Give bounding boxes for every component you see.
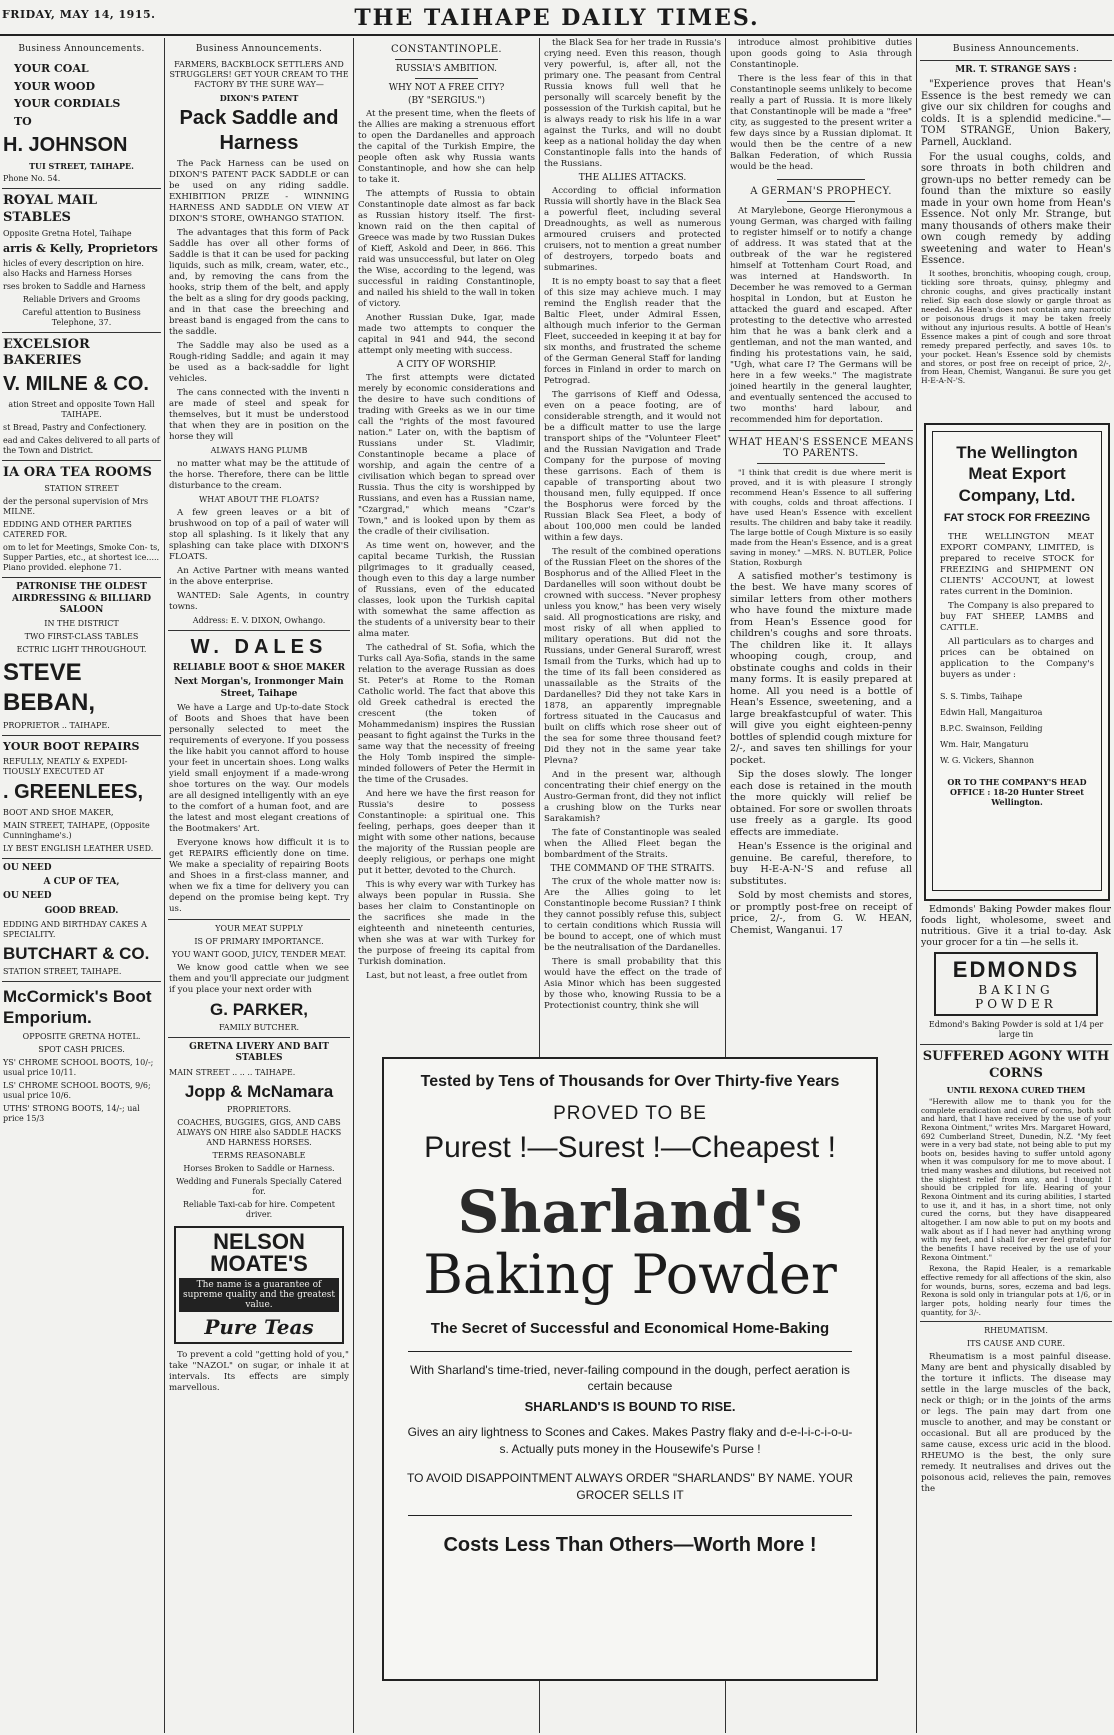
sharland-costs: Costs Less Than Others—Worth More ! bbox=[443, 1534, 817, 1557]
buyer-item: Edwin Hall, Mangaituroa bbox=[940, 707, 1043, 717]
beban-name: STEVE BEBAN, bbox=[3, 659, 96, 717]
article-paragraph: Another Russian Duke, Igar, made made two attempts to conquer the capital in 941 and 944, the second attempt only meeting with success. bbox=[358, 313, 535, 356]
article-paragraph: The garrisons of Kieff and Odessa, even on a peace footing, are of considerable strength, and it would not be a difficult matter to use the large transport ships of the "Volunteer Fleet" and the Russian Navigation and Trade Company for the purpose of moving these garrisons. Each of them is capable of transporting about two thousand men, fully equipped. If once the Bosphorus were forced by the Russian Black Sea Fleet, a body of about 100,000 men could be landed within a few days. bbox=[544, 390, 721, 543]
article-subheading: A CITY OF WORSHIP. bbox=[396, 360, 497, 370]
kia-wedding: EDDING AND OTHER PARTIES CATERED FOR. bbox=[3, 520, 132, 540]
stables-text2: rses broken to Saddle and Harness bbox=[3, 281, 146, 291]
wedding-cakes: EDDING AND BIRTHDAY CAKES A SPECIALITY. bbox=[3, 919, 147, 939]
article-subtitle: RUSSIA'S AMBITION. bbox=[395, 64, 498, 74]
meat-importance: IS OF PRIMARY IMPORTANCE. bbox=[194, 936, 324, 946]
farmers-text: FARMERS, BACKBLOCK SETTLERS AND STRUGGLERS! GET YOUR CREAM TO THE FACTORY BY THE SURE WAY— bbox=[169, 60, 349, 89]
article-paragraph: The result of the combined operations of the Russian Fleet on the shores of the Bosphorus and of the Allied Fleet in the Dardanelles will soon without doubt be crowned with success. "Never prophesy unless you know," has been very wisely said. All prognostications are risky, and most risky of all when applied to military operations. But did not the Russians, under General Suraroff, wrest Ismail from the Turks, which had up to the time of its fall been considered as unassailable as the Straits of the Dardanelles? Did they not take Kars in 1878, an apparently impregnable fortress situated in the Caucasus and built on cliffs which rose sheer out of the sea for some three thousand feet? Did they not in the same year take Plevna? bbox=[544, 547, 721, 766]
mccormick-cash: SPOT CASH PRICES. bbox=[38, 1044, 125, 1054]
stables-drivers: Reliable Drivers and Grooms bbox=[22, 294, 141, 304]
divider bbox=[920, 1321, 1112, 1322]
sharland-tested: Tested by Tens of Thousands for Over Thirty-five Years bbox=[420, 1073, 840, 1090]
dales-paragraph: Everyone knows how difficult it is to get REPAIRS efficiently done on time. We make a speciality of repairing Boots and Shoes in a first-class manner, and when we fix a time for delivery you can depend on the promise being kept. Try us. bbox=[169, 837, 349, 914]
dixon-patent: DIXON'S PATENT bbox=[219, 93, 299, 103]
nelson-moate-ad bbox=[174, 1226, 344, 1344]
divider bbox=[415, 78, 478, 79]
pack-paragraph: A few green leaves or a bit of brushwood on top of a pail of water will stop all splashing. Is it likely that any splashing can take place with DIXON'S FLOATS. bbox=[169, 508, 349, 562]
meat-supply: YOUR MEAT SUPPLY bbox=[215, 923, 303, 933]
rheum-paragraph: Rheumatism is a most painful disease. Many are bent and physically disabled by the torture it inflicts. The disease may settle in the large muscles of the back, neck or thigh; or in the joints of the arms or legs. The pain may dart from one muscle to another, and may be constant or occasional. But all are produced by the same cause, excess uric acid in the blood. RHEUMO is the best, the only sure remedy. It neutralises and drives out the poisonous acid, relieves the pain, removes the bbox=[921, 1352, 1111, 1495]
kia-station: STATION STREET bbox=[44, 484, 119, 494]
article-subheading: THE ALLIES ATTACKS. bbox=[578, 173, 687, 183]
german-heading: A GERMAN'S PROPHECY. bbox=[750, 186, 892, 197]
greenlees-maker: BOOT AND SHOE MAKER, bbox=[3, 807, 114, 817]
butchart-name: BUTCHART & CO. bbox=[3, 943, 150, 963]
dales-subtitle: RELIABLE BOOT & SHOE MAKER bbox=[172, 663, 346, 673]
column-business-second bbox=[166, 38, 352, 1733]
jopp-coaches: COACHES, BUGGIES, GIGS, AND CABS ALWAYS ON HIRE also SADDLE HACKS AND HARNESS HORSES. bbox=[176, 1117, 342, 1147]
chrome-boots-1: YS' CHROME SCHOOL BOOTS, 10/-; usual price 10/11. bbox=[3, 1057, 154, 1077]
edmonds-sold: Edmond's Baking Powder is sold at 1/4 per large tin bbox=[928, 1020, 1104, 1040]
milne-name: V. MILNE & CO. bbox=[3, 373, 149, 396]
tables: TWO FIRST-CLASS TABLES bbox=[24, 632, 139, 642]
strong-boots: UTHS' STRONG BOOTS, 14/-; ual price 15/3 bbox=[3, 1103, 140, 1123]
rheum-heading: RHEUMATISM. bbox=[984, 1326, 1048, 1336]
article-paragraph: And in the present war, although concentrating their chief energy on the Austro-German front, did they not inflict a crushing blow on the Turks near Sarakamish? bbox=[544, 770, 721, 824]
column-rule bbox=[353, 38, 354, 1733]
milne-address: ation Street and opposite Town Hall TAIHAPE. bbox=[8, 400, 155, 420]
section-header: Business Announcements. bbox=[952, 44, 1080, 54]
article-paragraph: The crux of the whole matter now is: Are the Allies going to let Constantinople become Russian? I think they cannot possibly refuse this, subject to certain conditions which Russia will be bound to accept, one of which must be the neutralisation of the Dardanelles. bbox=[544, 877, 721, 953]
article-paragraph: The attempts of Russia to obtain Constantinople date almost as far back as Russian history itself. The first-known raid on the then capital of Greece was made by two Russian Dukes of Kieff, Askold and Deer, in 866. This raid was unsuccessful, but later on Oleg the Wise, according to the legend, was successful in raiding Constantinople, and nailed his shield to the wall in token of victory. bbox=[358, 189, 535, 309]
agony-subheading: UNTIL REXONA CURED THEM bbox=[946, 1084, 1086, 1095]
divider bbox=[168, 919, 350, 920]
head-office: OR TO THE COMPANY'S HEAD OFFICE : 18-20 Hunter Street Wellington. bbox=[947, 776, 1087, 807]
butchart-address: STATION STREET, TAIHAPE. bbox=[3, 967, 122, 977]
divider bbox=[729, 430, 913, 431]
section-header: Business Announcements. bbox=[18, 44, 145, 54]
meat-export-paragraph: All particulars as to charges and prices can be obtained on application to the Company's buyers as under : bbox=[940, 636, 1094, 680]
milne-delivery: ead and Cakes delivered to all parts of the Town and District. bbox=[3, 436, 160, 456]
good-bread: GOOD BREAD. bbox=[44, 905, 119, 916]
meat-export-advertisement bbox=[924, 423, 1110, 901]
agony-paragraph: "Herewith allow me to thank you for the complete eradication and cure of corns, both soft and hard, that I have received by the use of your Rexona Ointment," writes Mrs. Margaret Howard, 692 Cumberland Street, Dunedin, N.Z. "My feet were in a very bad state, not being able to put my boots on, besides having to suffer untold agony when it was compulsory for me to move about. I tried many washes and dilutions, but received not the slightest relief from any, and I thought I should be crippled for life. Hearing of your Rexona Ointment and its curing abilities, I started to use it, and it has, in a short time, not only cured the corns, but they have disappeared altogether. I am now able to put on my boots and walk about as if I had never had anything wrong with my feet, and I shall for ever feel grateful for the benefits I have received by the use of your Rexona Ointment." bbox=[921, 1096, 1111, 1262]
johnson-phone: Phone No. 54. bbox=[3, 174, 61, 184]
pack-paragraph: The cans connected with the inventi n are made of steel and speak for themselves, but it must be understood that when they are in position on the horse they will bbox=[169, 388, 349, 442]
sharland-secret: The Secret of Successful and Economical Home-Baking bbox=[430, 1319, 830, 1337]
stables-text: hicles of every description on hire. also Hacks and Harness Horses bbox=[3, 258, 144, 278]
buyer-item: Wm. Hair, Mangaturu bbox=[940, 739, 1029, 749]
sharland-name: Sharland's bbox=[457, 1178, 803, 1246]
article-paragraph: At the present time, when the fleets of the Allies are making a strenuous effort to open the Dardanelles and approach the capital of the Turkish Empire, the people often ask why Russia wants Constantinople, and how she can help to take it. bbox=[358, 109, 535, 185]
heans-quote: "I think that credit is due where merit is proved, and it is with pleasure I strongly recommend Hean's Essence to all suffering with coughs, colds and throat affections. I have used Hean's Essence with excellent results. The children and baby take it readily. The large bottle of Cough Mixture is so easily made from the Hean's Essence, and is a great saving in money." —MRS. N. BUTLER, Police Station, Roxburgh bbox=[730, 468, 912, 567]
jopp-horses: Horses Broken to Saddle or Harness. bbox=[183, 1163, 335, 1173]
meat-export-fat-stock: FAT STOCK FOR FREEZING bbox=[943, 511, 1091, 524]
edmonds-logo-name: EDMONDS bbox=[952, 957, 1080, 983]
boot-repairs: YOUR BOOT REPAIRS bbox=[3, 740, 140, 754]
johnson-address: TUI STREET, TAIHAPE. bbox=[29, 161, 134, 172]
boot-text: REFULLY, NEATLY & EXPEDI- TIOUSLY EXECUTED AT bbox=[3, 756, 128, 776]
heans-heading: WHAT HEAN'S ESSENCE MEANS TO PARENTS. bbox=[728, 437, 914, 459]
column-business-left bbox=[0, 38, 163, 1733]
meat-know: We know good cattle when we see them and you'll appreciate our judgment if you place your next order with bbox=[169, 962, 349, 995]
patronise-title: PATRONISE THE OLDEST AIRDRESSING & BILLIARD SALOON bbox=[11, 582, 152, 615]
wood-line: YOUR WOOD bbox=[14, 79, 96, 93]
strange-paragraph: It soothes, bronchitis, whooping cough, croup, tickling sore throats, quinsy, phlegmy and chronic coughs, and gives practically instant relief. Sip each dose slowly or gargle throat as needed. As Hean's does not contain any narcotic or poisonous drugs it may be taken freely without any injurious results. A bottle of Hean's Essence makes a pint of cough and sore throat remedy prepared perfectly, and saves 10s. to your pocket. Hean's Essence sold by chemists and stores, or post free on receipt of price, 2/-, from Hean, Chemist, Wanganui. Be sure you get H-E-A-N-'S. bbox=[921, 269, 1111, 386]
column-business-right-lower bbox=[918, 904, 1114, 1732]
to-line: TO bbox=[14, 114, 32, 128]
divider bbox=[757, 463, 885, 464]
strange-paragraph: "Experience proves that Hean's Essence is the best remedy we can give our six children for coughs and colds. It is a splendid medicine."—TOM STRANGE, Union Bakery, Parnell, Auckland. bbox=[921, 79, 1111, 148]
edmonds-paragraph: Edmonds' Baking Powder makes flour foods light, wholesome, sweet and nutritious. Give it a trial to-day. Ask your grocer for a tin —he sells it. bbox=[921, 904, 1111, 949]
section-header: Business Announcements. bbox=[195, 44, 323, 54]
cup-tea: A CUP OF TEA, bbox=[43, 877, 120, 888]
stables-title: ROYAL MAIL STABLES bbox=[3, 193, 98, 225]
strange-paragraph: For the usual coughs, colds, and sore throats in both children and grown-ups no better remedy can be found than the mixture so easily made in your own home from Hean's Essence. Not only Mr. Strange, but many thousands of others make their own cough remedy by adding sweetening and water to Hean's Essence. bbox=[921, 151, 1111, 267]
sharland-advertisement bbox=[382, 1057, 878, 1681]
rheum-subheading: ITS CAUSE AND CURE. bbox=[966, 1339, 1066, 1349]
article-title: CONSTANTINOPLE. bbox=[391, 44, 502, 55]
masthead-date: FRIDAY, MAY 14, 1915. bbox=[2, 8, 156, 21]
column-rule bbox=[164, 38, 165, 1733]
hang-plumb: ALWAYS HANG PLUMB bbox=[210, 446, 308, 455]
heans-paragraph: Hean's Essence is the original and genuine. Be careful, therefore, to buy H-E-A-N-'S and refuse all substitutes. bbox=[730, 841, 912, 887]
divider bbox=[2, 188, 161, 189]
divider bbox=[2, 332, 161, 333]
article-paragraph: There is small probability that this would have the effect on the trade of Asia Minor which has been suggested by those who, knowing Russia to be a Protectionist country, think she will bbox=[544, 957, 721, 1011]
jopp-taxi: Reliable Taxi-cab for hire. Competent driver. bbox=[183, 1199, 335, 1219]
article-paragraph: At Marylebone, George Hieronymous a young German, was charged with failing to register himself or to notify a change of address. It was stated that at the outbreak of the war he registered himself at Tottenham Court Road, and was interned at Handsworth. In December he was removed to a German hospital in London, but at Euston he attacked the guard and escaped. After protesting to the detective who arrested him that he was a bank clerk and a gentleman, and not the man wanted, and finding his protestations vain, he said, "Ugh, what care I? The Germans will be here in a few weeks." The magistrate joined heartily in the general laughter, and eventually sentenced the accused to two months' hard labour, and recommended him for deportation. bbox=[730, 206, 912, 425]
meat-export-paragraph: THE WELLINGTON MEAT EXPORT COMPANY, LIMITED, is prepared to receive STOCK for FREEZING and SHIPMENT ON CLIENTS' ACCOUNT, at lowest rates current in the Dominion. bbox=[940, 531, 1094, 597]
pack-saddle-title: Pack Saddle and Harness bbox=[179, 107, 339, 154]
greenlees-name: . GREENLEES, bbox=[3, 780, 144, 803]
greenlees-address: MAIN STREET, TAIHAPE, (Opposite Cunninghame's.) bbox=[3, 820, 150, 840]
masthead-title: THE TAIHAPE DAILY TIMES. bbox=[354, 5, 760, 31]
strange-heading: MR. T. STRANGE SAYS : bbox=[955, 65, 1077, 75]
edmonds-logo bbox=[934, 952, 1098, 1016]
buyers-list bbox=[940, 689, 1094, 769]
need-line: OU NEED bbox=[3, 862, 52, 873]
divider bbox=[408, 1515, 852, 1516]
coal-line: YOUR COAL bbox=[14, 62, 89, 75]
sharland-avoid: TO AVOID DISAPPOINTMENT ALWAYS ORDER "SHARLANDS" BY NAME. YOUR GROCER SELLS IT bbox=[407, 1470, 853, 1502]
divider bbox=[408, 1351, 852, 1352]
divider bbox=[920, 1044, 1112, 1045]
divider bbox=[2, 460, 161, 461]
jopp-terms: TERMS REASONABLE bbox=[212, 1150, 306, 1160]
pack-paragraph: The advantages that this form of Pack Saddle has over all other forms of Saddle is that it can be used for packing liquids, such as milk, cream, water, etc., and, by removing the cans from the hooks, strip them of the belt, and apply the belt as a sling for dry goods packing, and in that case the breeching and breast band is engaged from the cans to the saddle. bbox=[169, 228, 349, 337]
sharland-purest: Purest !—Surest !—Cheapest ! bbox=[424, 1131, 836, 1164]
article-paragraph: Last, but not least, a free outlet from bbox=[366, 971, 528, 981]
mccormick-name: McCormick's Boot Emporium. bbox=[3, 987, 152, 1028]
gretna-title: GRETNA LIVERY AND BAIT STABLES bbox=[189, 1042, 329, 1064]
sharland-bound: SHARLAND'S IS BOUND TO RISE. bbox=[524, 1399, 736, 1415]
article-paragraph: The cathedral of St. Sofia, which the Turks call Aya-Sofia, stands in the same relation to the average Russian as does St. Peter's at Rome to the Roman Catholic world. The fact that above this old Greek cathedral is erected the crescent (the token of Mohammedanism) inspires the Russian peasant to fight against the Turks in the same way that the necessity of freeing the Holy Tomb inspired the simple-minded followers of Peter the Hermit in the time of the Crusades. bbox=[358, 643, 535, 785]
sharland-body-2: Gives an airy lightness to Scones and Cakes. Makes Pastry flaky and d-e-l-i-c-i-o-u-s. Actually puts money in the Housewife's Purse ! bbox=[407, 1425, 853, 1457]
nelson-teas: Pure Teas bbox=[204, 1314, 314, 1339]
agony-heading: SUFFERED AGONY WITH CORNS bbox=[922, 1049, 1110, 1081]
excelsior-title: EXCELSIOR BAKERIES bbox=[3, 336, 90, 368]
sharland-baking-powder: Baking Powder bbox=[423, 1243, 837, 1306]
article-paragraph: And here we have the first reason for Russia's desire to possess Constantinople: a spiritual one. This feeling, perhaps, goes deeper than it might with some other nations, because the majority of the Russian people are deeply religious, or perhaps one might put it better, devoted to the Church. bbox=[358, 789, 535, 876]
greenlees-leather: LY BEST ENGLISH LEATHER USED. bbox=[3, 843, 154, 853]
parker-name: G. PARKER, bbox=[210, 999, 308, 1019]
article-subheading: THE COMMAND OF THE STRAITS. bbox=[550, 864, 715, 874]
coal-ad bbox=[14, 60, 160, 130]
sharland-proved: PROVED TO BE bbox=[553, 1103, 707, 1124]
milne-bread: st Bread, Pastry and Confectionery. bbox=[3, 423, 147, 433]
pack-paragraph: no matter what may be the attitude of the horse. Therefore, there can be little disturbance to the cream. bbox=[169, 459, 349, 491]
sharland-body: With Sharland's time-tried, never-failing compound in the dough, perfect aeration is certain because bbox=[410, 1362, 850, 1394]
article-subsubtitle: WHY NOT A FREE CITY? bbox=[388, 83, 505, 93]
divider bbox=[168, 630, 350, 631]
nelson-bar: The name is a guarantee of supreme quality and the greatest value. bbox=[179, 1278, 339, 1312]
need-line-2: OU NEED bbox=[3, 891, 52, 902]
article-paragraph: According to official information Russia will shortly have in the Black Sea a powerful fleet, including several Dreadnoughts, as well as numerous armoured cruisers and protected cruisers, not to mention a great number of destroyers, torpedo boats and submarines. bbox=[544, 186, 721, 273]
jopp-wedding: Wedding and Funerals Specially Catered for. bbox=[176, 1176, 342, 1196]
article-paragraph: introduce almost prohibitive duties upon goods going to Asia through Constantinople. bbox=[730, 38, 912, 70]
floats-heading: WHAT ABOUT THE FLOATS? bbox=[199, 495, 319, 504]
dales-name: W. DALES bbox=[190, 636, 328, 658]
beban-proprietor: PROPRIETOR .. TAIHAPE. bbox=[3, 721, 110, 731]
article-paragraph: The first attempts were dictated merely by economic considerations and the desire to have such conditions of trading with Greeks as we in our time call the "rights of the most favoured nation." Later on, with the baptism of Russians under St. Vladimir, Constantinople became a place of worship, and again the centre of a civilisation which began to spread over Russia. Thus the city is worshipped by Russians, and even has a Russian name, "Czargrad," which means "Czar's Town," and is looked upon by them as the cradle of their civilisation. bbox=[358, 373, 535, 537]
nazol-ad: To prevent a cold "getting hold of you," take "NAZOL" on sugar, or inhale it at intervals. Its effects are simply marvellous. bbox=[169, 1349, 349, 1393]
kia-ora-title: IA ORA TEA ROOMS bbox=[3, 465, 152, 481]
jopp-proprietors: PROPRIETORS. bbox=[226, 1104, 292, 1114]
nelson-name: NELSON MOATE'S bbox=[210, 1228, 308, 1276]
dixon-address: Address: E. V. DIXON, Owhango. bbox=[192, 616, 326, 625]
divider bbox=[2, 577, 161, 578]
article-byline: (BY "SERGIUS.") bbox=[407, 96, 486, 106]
divider bbox=[2, 735, 161, 736]
meat-want: YOU WANT GOOD, JUICY, TENDER MEAT. bbox=[172, 949, 346, 959]
divider bbox=[920, 60, 1112, 61]
pack-paragraph: The Saddle may also be used as a Rough-riding Saddle; and again it may be used as a back-saddle for light vehicles. bbox=[169, 341, 349, 384]
masthead bbox=[0, 0, 1114, 36]
stables-proprietors: arris & Kelly, Proprietors bbox=[3, 241, 158, 255]
jopp-name: Jopp & McNamara bbox=[184, 1081, 334, 1101]
divider bbox=[168, 1037, 350, 1038]
heans-paragraph: Sip the doses slowly. The longer each dose is retained in the mouth the more quickly will relief be obtained. For sore or swollen throats use freely as a gargle. Its good effects are immediate. bbox=[730, 769, 912, 838]
kia-room: om to let for Meetings, Smoke Con- ts, Supper Parties, etc., at shortest ice..... Piano provided. elephone 71. bbox=[3, 543, 160, 573]
buyer-item: S. S. Timbs, Taihape bbox=[940, 691, 1023, 701]
meat-export-paragraph: The Company is also prepared to buy FAT SHEEP, LAMBS and CATTLE. bbox=[940, 600, 1094, 633]
divider bbox=[787, 201, 855, 202]
heans-paragraph: Sold by most chemists and stores, or promptly post-free on receipt of price, 2/-, from G. W. HEAN, Chemist, Wanganui. 17 bbox=[730, 890, 912, 936]
cordials-line: YOUR CORDIALS bbox=[14, 97, 121, 111]
dales-address: Next Morgan's, Ironmonger Main Street, Taihape bbox=[174, 677, 344, 699]
article-paragraph: There is the less fear of this in that Constantinople seems unlikely to become really a part of Russia. It is more likely that Constantinople will be made a "free" city, as suggested to the present writer a few days since by a Russian diplomat. It would then be the centre of a new Balkan Federation, of which Russia would be the head. bbox=[730, 74, 912, 172]
johnson-name: H. JOHNSON bbox=[3, 134, 128, 157]
heans-paragraph: A satisfied mother's testimony is the best. We have many scores of similar letters from other mothers who have found the mixture made from Hean's Essence good for children's coughs and sore throats. The children like it. It allays whooping cough, croup, and obstinate coughs and colds in their many forms. It is easily prepared at home. All you need is a bottle of Hean's Essence, sweetening, and a large breakfastcupful of water. This will give you eight eighteen-penny bottles of splendid cough mixture for 2/-, and saves ten shillings for your pocket. bbox=[730, 570, 912, 766]
electric: ECTRIC LIGHT THROUGHOUT. bbox=[16, 645, 147, 655]
agents-wanted: WANTED: Sale Agents, in country towns. bbox=[169, 591, 349, 612]
divider bbox=[2, 981, 161, 982]
kia-supervision: der the personal supervision of Mrs MILNE. bbox=[3, 497, 149, 517]
in-district: IN THE DISTRICT bbox=[44, 619, 119, 629]
dales-paragraph: We have a Large and Up-to-date Stock of Boots and Shoes that have been personally selected to meet the requirements of everyone. If you possess the like habit you cannot afford to house your feet in uncertain shoes. Long walks yield small enjoyment if a made-wrong shoe tortures on the way. Our models are all designed intelligently with an eye to the comfort of a human foot, and are the latest and most elegant creations of the Bootmakers' Art. bbox=[169, 702, 349, 834]
buyer-item: B.P.C. Swainson, Feilding bbox=[940, 723, 1043, 733]
divider bbox=[777, 179, 865, 180]
parker-butcher: FAMILY BUTCHER. bbox=[218, 1023, 300, 1032]
divider bbox=[2, 858, 161, 859]
edmonds-logo-sub: BAKING POWDER bbox=[975, 983, 1057, 1012]
divider bbox=[395, 59, 498, 60]
stables-opposite: Opposite Gretna Hotel, Taihape bbox=[3, 228, 132, 238]
article-paragraph: The fate of Constantinople was sealed when the Allied Fleet began the bombardment of the Straits. bbox=[544, 828, 721, 860]
gretna-main: MAIN STREET .. .. .. TAIHAPE. bbox=[169, 1067, 296, 1077]
partner-wanted: An Active Partner with means wanted in the above enterprise. bbox=[169, 566, 349, 587]
article-paragraph: This is why every war with Turkey has always been popular in Russia. She bases her claim to Constantinople on the sacrifices she made in the eighteenth and nineteenth centuries, when she was at war with Turkey for the purpose of freeing its capital from Turkish domination. bbox=[358, 880, 535, 967]
article-paragraph: As time went on, however, and the capital became Turkish, the Russian pilgrimages to it gradually ceased, though even to this day a large number of Russians, even of the educated classes, look upon the Turkish capital with somewhat the same affection as the students of a university bear to their alma mater. bbox=[358, 541, 535, 639]
mccormick-opposite: OPPOSITE GRETNA HOTEL. bbox=[22, 1031, 141, 1041]
stables-care: Careful attention to Business Telephone, 37. bbox=[22, 307, 141, 327]
article-paragraph: It is no empty boast to say that a fleet of this size may achieve much. I may remind the English reader that the Baltic Fleet, under Admiral Essen, although much inferior to the German Fleet, succeeded in keeping it at bay for six months, and frustrated the scheme of the German General Staff for landing forces in Finland in order to march on Petrograd. bbox=[544, 277, 721, 386]
meat-export-title: The Wellington Meat Export Company, Ltd. bbox=[956, 443, 1078, 505]
column-rule bbox=[916, 38, 917, 1733]
buyer-item: W. G. Vickers, Shannon bbox=[940, 755, 1035, 765]
article-paragraph: the Black Sea for her trade in Russia's crying need. Even this reason, though very powerful, is, after all, not the primary one. The peasant from Central Russia knows full well that he personally will scarcely benefit by the possession of the Turkish capital, but he is always ready to risk his life in a war against the Turks, and will no doubt keep as a national holiday the day when Constantinople falls into the hands of the Russians. bbox=[544, 38, 721, 169]
agony-paragraph: Rexona, the Rapid Healer, is a remarkable effective remedy for all affections of the skin, also for wounds, burns, sores, eczema and bad legs. Rexona is sold only in triangular pots at 1/6, or in larger pots, holding nearly four times the quantity, for 3/-. bbox=[921, 1264, 1111, 1317]
pack-paragraph: The Pack Harness can be used on DIXON'S PATENT PACK SADDLE or can be used on any riding saddle. EXHIBITION PRIZE - WINNING HARNESS AND SADDLE ON VIEW AT DIXON'S STORE, OWHANGO STATION. bbox=[169, 159, 349, 224]
chrome-boots-2: LS' CHROME SCHOOL BOOTS, 9/6; usual price 10/6. bbox=[3, 1080, 151, 1100]
